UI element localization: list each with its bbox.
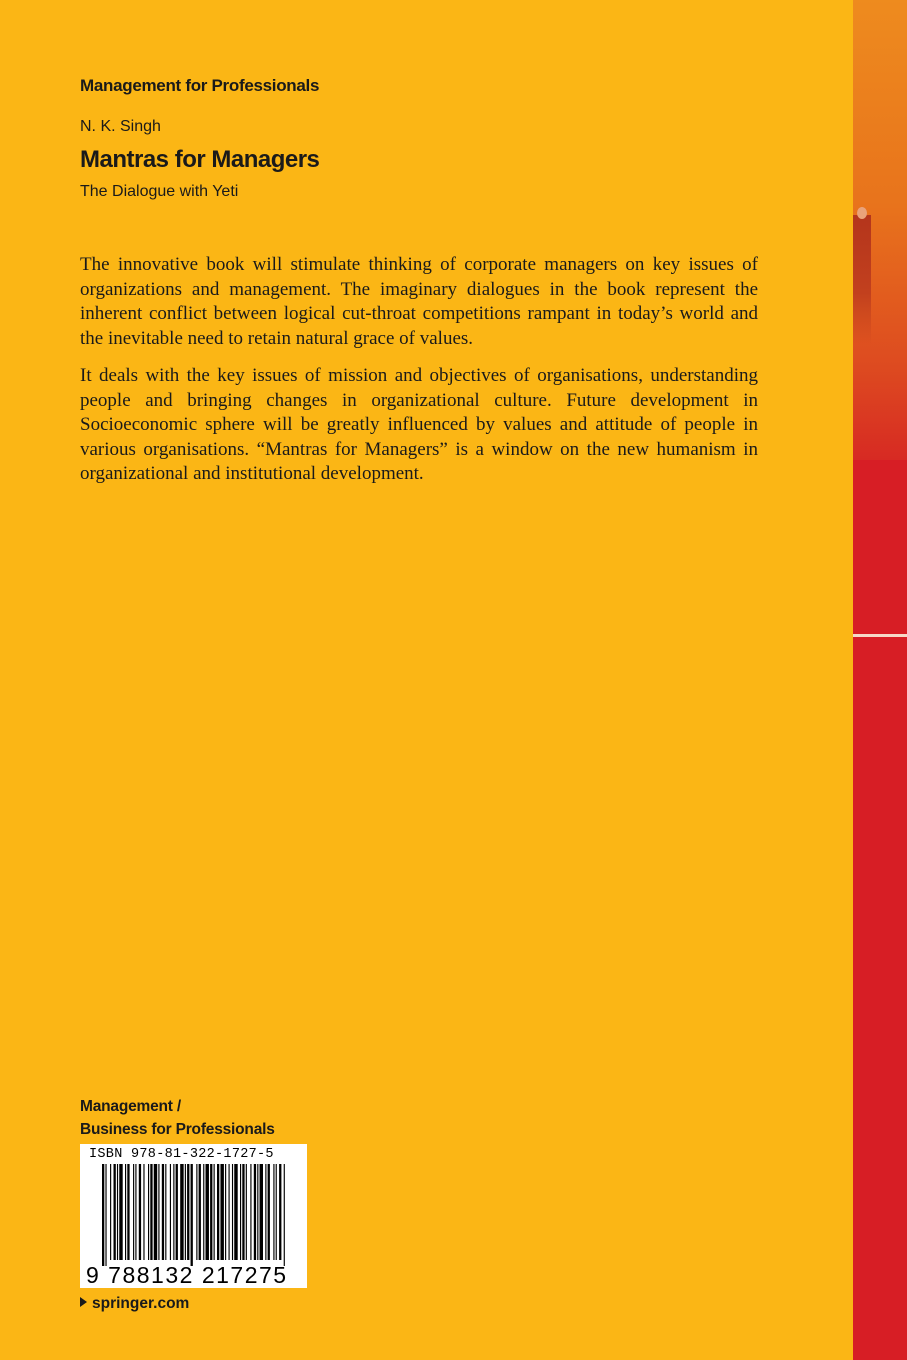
- ean-number: 9 788132 217275: [86, 1262, 288, 1288]
- barcode-bar: [214, 1164, 215, 1260]
- barcode-bar: [273, 1164, 274, 1260]
- barcode-bar: [150, 1164, 152, 1260]
- barcode-bar: [114, 1164, 116, 1260]
- barcode-bar: [242, 1164, 244, 1260]
- barcode-bar: [210, 1164, 212, 1260]
- barcode-bar: [158, 1164, 159, 1260]
- barcode-bar: [105, 1164, 106, 1266]
- barcode-bar: [229, 1164, 230, 1260]
- arrow-right-icon: [80, 1297, 87, 1307]
- publisher-website[interactable]: [80, 1295, 189, 1313]
- category-line-1: Management /: [80, 1098, 181, 1115]
- book-title: Mantras for Managers: [80, 146, 320, 173]
- book-subtitle: The Dialogue with Yeti: [80, 183, 239, 200]
- spine-stripe: [853, 634, 907, 637]
- barcode-bar: [206, 1164, 209, 1260]
- barcode-bar: [185, 1164, 186, 1260]
- category-line-2: Business for Professionals: [80, 1121, 275, 1138]
- barcode-bar: [246, 1164, 247, 1260]
- barcode-bar: [254, 1164, 256, 1260]
- barcode-bar: [173, 1164, 174, 1260]
- spine: [853, 0, 907, 1360]
- barcode-bar: [257, 1164, 258, 1260]
- barcode-bar: [276, 1164, 277, 1260]
- blurb-paragraph-2: It deals with the key issues of mission and objectives of organisations, understanding people and bringing changes in organizational culture. Future development in Socioeconomic sphere will be greatly influenced by values and attitude of people in various organisations. “Mantras for Managers” is a window on the new humanism in organizational and institutional development.: [80, 365, 758, 484]
- barcode-bar: [154, 1164, 157, 1260]
- barcode-bar: [279, 1164, 281, 1260]
- barcode-bar: [148, 1164, 149, 1260]
- barcode-bar: [162, 1164, 164, 1260]
- barcode-bar: [260, 1164, 263, 1260]
- barcode-icon: [80, 1164, 307, 1266]
- isbn-barcode: [80, 1144, 307, 1288]
- barcode-bar: [125, 1164, 126, 1260]
- barcode-bar: [268, 1164, 270, 1260]
- barcode-bar: [143, 1164, 144, 1260]
- barcode-bar: [199, 1164, 201, 1260]
- barcode-bar: [180, 1164, 183, 1260]
- barcode-bar: [250, 1164, 251, 1260]
- barcode-bar: [203, 1164, 204, 1260]
- barcode-bar: [234, 1164, 237, 1260]
- barcode-bar: [191, 1164, 193, 1266]
- barcode-bar: [110, 1164, 111, 1260]
- barcode-bar: [117, 1164, 118, 1260]
- blurb-paragraph-1: The innovative book will stimulate thinking of corporate managers on key issues of organizations and management. The imaginary dialogues in the book represent the inherent conflict between logical cut-throat competitions rampant in today’s world and the inevitable need to retain natural grace of values.: [80, 254, 758, 349]
- barcode-bar: [220, 1164, 223, 1260]
- barcode-bar: [225, 1164, 226, 1260]
- subject-category: [80, 1095, 275, 1141]
- website-text: springer.com: [92, 1295, 190, 1312]
- isbn-label: ISBN 978-81-322-1727-5: [89, 1147, 274, 1162]
- barcode-bar: [232, 1164, 233, 1260]
- series-name: Management for Professionals: [80, 76, 320, 95]
- barcode-bar: [176, 1164, 178, 1260]
- barcode-bar: [265, 1164, 266, 1260]
- barcode-bar: [102, 1164, 104, 1266]
- barcode-bar: [165, 1164, 166, 1260]
- spine-photo: [853, 0, 907, 460]
- barcode-bar: [133, 1164, 134, 1260]
- barcode-bar: [139, 1164, 141, 1260]
- barcode-bar: [187, 1164, 189, 1260]
- barcode-bar: [119, 1164, 122, 1260]
- barcode-bar: [240, 1164, 241, 1260]
- author-name: N. K. Singh: [80, 118, 161, 135]
- barcode-bar: [217, 1164, 219, 1260]
- barcode-bar: [170, 1164, 171, 1260]
- barcode-bar: [135, 1164, 136, 1260]
- barcode-bar: [127, 1164, 129, 1260]
- barcode-bar: [196, 1164, 197, 1260]
- barcode-bar: [284, 1164, 285, 1266]
